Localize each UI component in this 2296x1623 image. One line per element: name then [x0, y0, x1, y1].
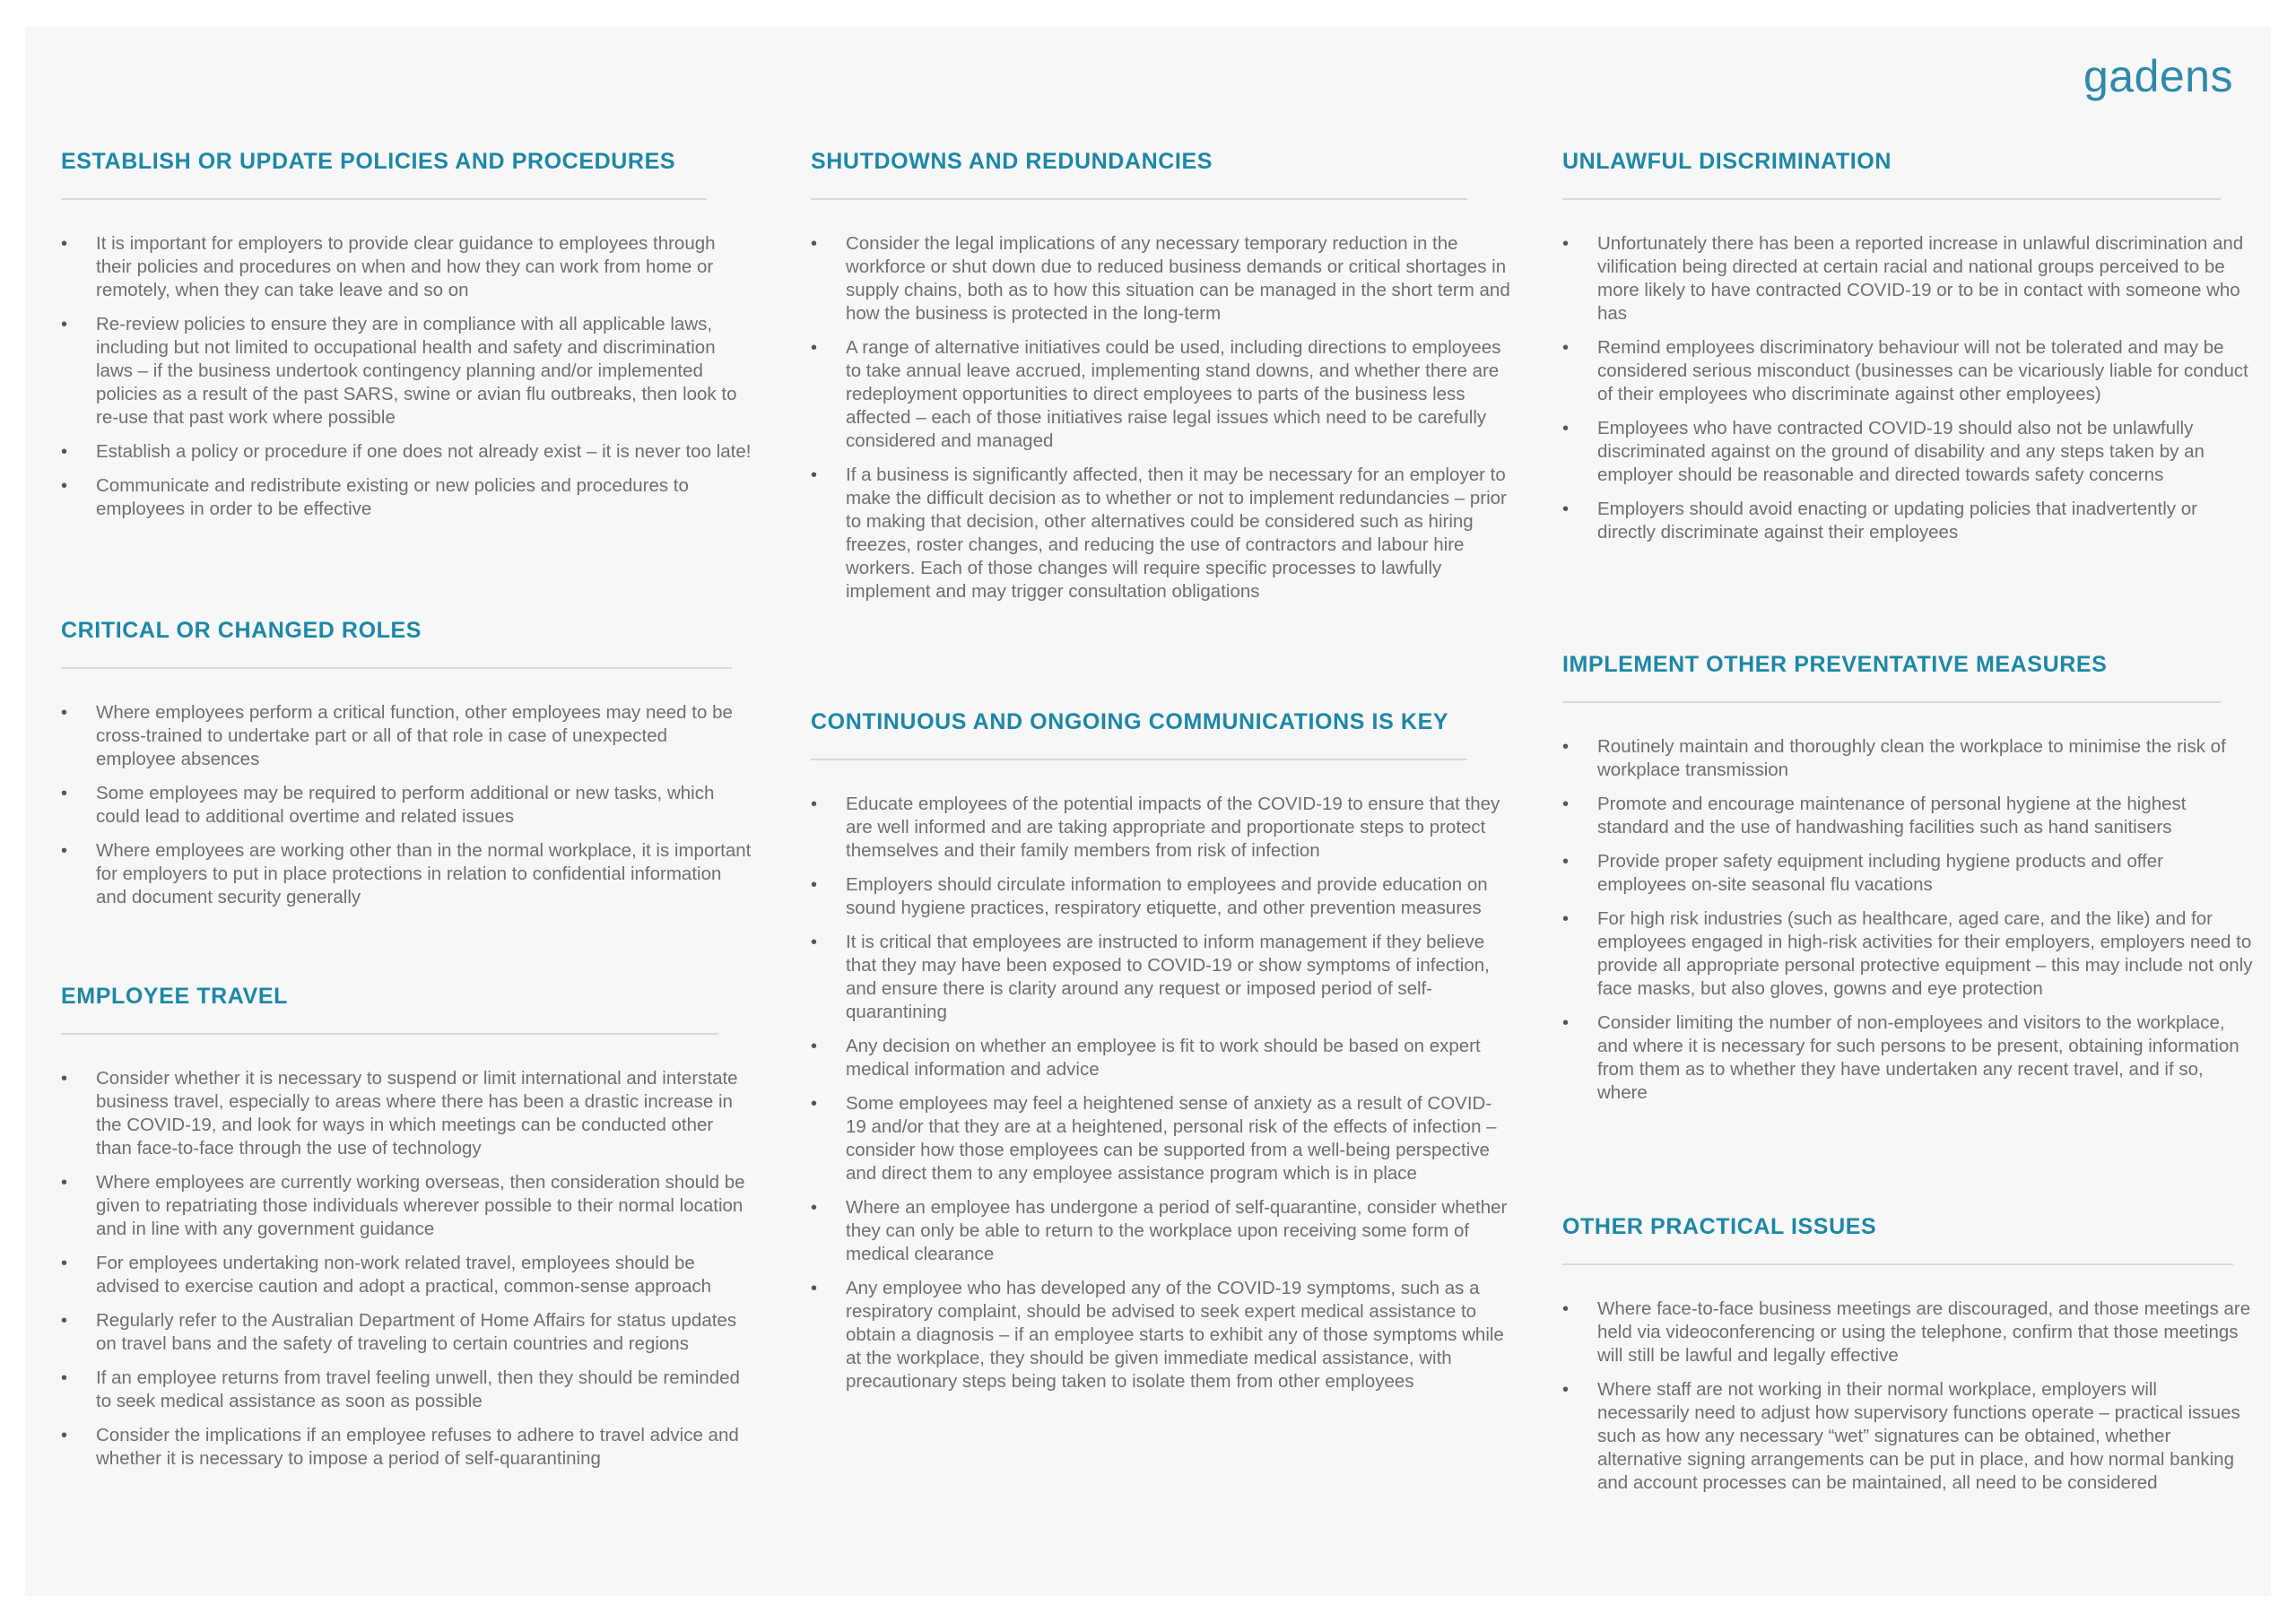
list-item: • Promote and encourage maintenance of personal hygiene at the highest standard and the use of handwashing facilities such as hand sanitisers — [1562, 794, 2187, 838]
section-heading: ESTABLISH OR UPDATE POLICIES AND PROCEDURES — [61, 149, 676, 174]
list-item: • Routinely maintain and thoroughly clean the workplace to minimise the risk of workplace transmission — [1562, 736, 2226, 780]
section-divider — [61, 198, 707, 200]
list-item: • If an employee returns from travel feeling unwell, then they should be reminded to seek medical assistance as soon as possible — [61, 1367, 740, 1411]
list-item: • Regularly refer to the Australian Department of Home Affairs for status updates on travel bans and the safety of traveling to certain countries and regions — [61, 1310, 737, 1354]
list-item: • Employers should circulate information to employees and provide education on sound hygiene practices, respiratory etiquette, and other prevention measures — [811, 874, 1488, 918]
section-heading: OTHER PRACTICAL ISSUES — [1562, 1214, 1877, 1239]
gadens-logo: gadens — [2083, 51, 2233, 101]
bullet-icon: • — [1562, 1013, 1570, 1033]
bullet-icon: • — [61, 784, 68, 803]
list-item: • Any decision on whether an employee is fit to work should be based on expert medical information and advice — [811, 1036, 1481, 1080]
bullet-icon: • — [811, 794, 818, 814]
list-item: • Where employees are currently working overseas, then consideration should be given to repatriating those individuals wherever possible to their normal location and in line with any government guidance — [61, 1172, 745, 1239]
list-item: • Provide proper safety equipment including hygiene products and offer employees on-site seasonal flu vacations — [1562, 851, 2163, 895]
bullet-icon: • — [1562, 338, 1570, 358]
section-divider — [1562, 198, 2221, 200]
bullet-icon: • — [61, 1368, 68, 1388]
bullet-list — [811, 793, 1510, 1393]
section-critical-roles — [61, 617, 752, 920]
bullet-icon: • — [61, 841, 68, 861]
bullet-list — [61, 701, 752, 909]
list-item: • Consider limiting the number of non-employees and visitors to the workplace, and where it is necessary for such persons to be present, obtaining information from them as to whether they have undertaken any recent travel, and if so, where — [1562, 1012, 2239, 1103]
list-item: • Consider the implications if an employee refuses to adhere to travel advice and whether it is necessary to impose a period of self-quarantining — [61, 1425, 739, 1469]
bullet-icon: • — [811, 338, 818, 358]
section-policies — [61, 148, 752, 532]
section-employee-travel — [61, 983, 752, 1481]
section-heading: EMPLOYEE TRAVEL — [61, 984, 289, 1009]
list-item: • Where an employee has undergone a period of self-quarantine, consider whether they can only be able to return to the workplace upon receiving some form of medical clearance — [811, 1197, 1508, 1264]
bullet-icon: • — [1562, 852, 1570, 872]
section-divider — [1562, 701, 2221, 703]
list-item: • Where staff are not working in their normal workplace, employers will necessarily need to adjust how supervisory functions operate – practical issues such as how any necessary “wet” signatures can be obtained, whether alternative signing arrangements can be put in place, and how normal banking and account processes can be maintained, all need to be considered — [1562, 1379, 2240, 1493]
list-item: • It is critical that employees are instructed to inform management if they believe that they may have been exposed to COVID-19 or show symptoms of infection, and ensure there is clarity around any request or imposed period of self-quarantining — [811, 932, 1490, 1022]
bullet-icon: • — [61, 315, 68, 334]
bullet-icon: • — [1562, 909, 1570, 929]
section-divider — [61, 1033, 718, 1035]
bullet-list — [1562, 232, 2253, 544]
list-item: • Where employees are working other than in the normal workplace, it is important for employers to put in place protections in relation to confidential information and document security generally — [61, 840, 752, 907]
bullet-icon: • — [61, 1254, 68, 1273]
section-divider — [811, 198, 1467, 200]
list-item: • Remind employees discriminatory behaviour will not be tolerated and may be considered serious misconduct (businesses can be vicariously liable for conduct of their employees who discriminate against other employees) — [1562, 337, 2248, 404]
bullet-icon: • — [61, 476, 68, 496]
bullet-icon: • — [1562, 737, 1570, 757]
section-heading: SHUTDOWNS AND REDUNDANCIES — [811, 149, 1213, 174]
list-item: • Employees who have contracted COVID-19 should also not be unlawfully discriminated against on the ground of disability and any steps taken by an employer should be reasonable and directed towards safety concerns — [1562, 418, 2205, 485]
section-preventative — [1562, 651, 2253, 1115]
list-item: • Communicate and redistribute existing or new policies and procedures to employees in order to be effective — [61, 475, 689, 519]
section-divider — [811, 759, 1467, 760]
list-item: • Unfortunately there has been a reported increase in unlawful discrimination and vilification being directed at certain racial and national groups perceived to be more likely to have contracted COVID-19 or to be in contact with someone who has — [1562, 233, 2244, 324]
bullet-icon: • — [1562, 234, 1570, 254]
list-item: • Where face-to-face business meetings are discouraged, and those meetings are held via videoconferencing or using the telephone, confirm that those meetings will still be lawful and legally effective — [1562, 1298, 2251, 1366]
section-heading: CRITICAL OR CHANGED ROLES — [61, 618, 422, 643]
list-item: • Some employees may be required to perform additional or new tasks, which could lead to additional overtime and related issues — [61, 783, 715, 827]
bullet-icon: • — [61, 1311, 68, 1331]
list-item: • Employers should avoid enacting or updating policies that inadvertently or directly discriminate against their employees — [1562, 499, 2197, 542]
section-practical-issues — [1562, 1213, 2253, 1506]
bullet-icon: • — [61, 442, 68, 462]
list-item: • Consider the legal implications of any necessary temporary reduction in the workforce or shut down due to reduced business demands or critical shortages in supply chains, both as to how this situation can be managed in the short term and how the business is protected in the long-term — [811, 233, 1510, 324]
bullet-list — [1562, 735, 2253, 1105]
list-item: • Establish a policy or procedure if one does not already exist – it is never too late! — [61, 441, 752, 462]
list-item: • Re-review policies to ensure they are in compliance with all applicable laws, including but not limited to occupational health and safety and discrimination laws – if the business undertook contingency planning and/or implemented policies as a result of the past SARS, swine or avian flu outbreaks, then look to re-use that past work where possible — [61, 314, 737, 428]
list-item: • Where employees perform a critical function, other employees may need to be cross-trained to undertake part or all of that role in case of unexpected employee absences — [61, 702, 733, 769]
bullet-icon: • — [811, 1094, 818, 1114]
bullet-icon: • — [811, 465, 818, 485]
section-communications — [811, 708, 1510, 1404]
list-item: • A range of alternative initiatives could be used, including directions to employees to take annual leave accrued, implementing stand downs, and whether there are redeployment opportunities to direct employees to parts of the business less affected – each of those initiatives raise legal issues which need to be carefully considered and managed — [811, 337, 1501, 451]
bullet-icon: • — [1562, 1299, 1570, 1319]
bullet-icon: • — [61, 703, 68, 723]
section-heading: CONTINUOUS AND ONGOING COMMUNICATIONS IS KEY — [811, 709, 1449, 734]
bullet-icon: • — [1562, 499, 1570, 519]
bullet-icon: • — [811, 933, 818, 952]
list-item: • Some employees may feel a heightened sense of anxiety as a result of COVID-19 and/or that they are at a heightened, personal risk of the effects of infection – consider how those employees can be supported from a well-being perspective and direct them to any employee assistance program which is in place — [811, 1093, 1497, 1184]
bullet-icon: • — [61, 1173, 68, 1193]
section-heading: IMPLEMENT OTHER PREVENTATIVE MEASURES — [1562, 652, 2108, 677]
bullet-icon: • — [811, 234, 818, 254]
list-item: • It is important for employers to provide clear guidance to employees through their policies and procedures on when and how they can work from home or remotely, when they can take leave and so on — [61, 233, 716, 300]
bullet-icon: • — [61, 234, 68, 254]
bullet-icon: • — [811, 1279, 818, 1298]
section-discrimination — [1562, 148, 2253, 555]
bullet-icon: • — [1562, 419, 1570, 438]
bullet-icon: • — [61, 1426, 68, 1445]
section-heading: UNLAWFUL DISCRIMINATION — [1562, 149, 1892, 174]
section-divider — [61, 667, 732, 669]
bullet-list — [1562, 1298, 2253, 1495]
bullet-list — [61, 1067, 752, 1471]
list-item: • If a business is significantly affected, then it may be necessary for an employer to make the difficult decision as to whether or not to implement redundancies – prior to making that decision, other alternatives could be considered such as hiring freezes, roster changes, and reducing the use of contractors and labour hire workers. Each of those changes will require specific processes to lawfully implement and may trigger consultation obligations — [811, 464, 1507, 602]
bullet-icon: • — [811, 875, 818, 895]
bullet-icon: • — [811, 1198, 818, 1218]
bullet-icon: • — [61, 1069, 68, 1089]
list-item: • Consider whether it is necessary to suspend or limit international and interstate business travel, especially to areas where there has been a drastic increase in the COVID-19, and look for ways in which meetings can be conducted other than face-to-face through the use of technology — [61, 1068, 738, 1159]
list-item: • For high risk industries (such as healthcare, aged care, and the like) and for employees engaged in high-risk activities for their employers, employers need to provide all appropriate personal protective equipment – this may include not only face masks, but also gloves, gowns and eye protection — [1562, 908, 2253, 999]
section-divider — [1562, 1263, 2233, 1265]
section-shutdowns — [811, 148, 1510, 614]
bullet-icon: • — [811, 1037, 818, 1056]
list-item: • Educate employees of the potential impacts of the COVID-19 to ensure that they are well informed and are taking appropriate and proportionate steps to protect themselves and their family members from risk of infection — [811, 794, 1500, 861]
bullet-list — [61, 232, 752, 521]
list-item: • For employees undertaking non-work related travel, employees should be advised to exercise caution and adopt a practical, common-sense approach — [61, 1253, 712, 1297]
document-page — [25, 27, 2271, 1596]
bullet-icon: • — [1562, 794, 1570, 814]
list-item: • Any employee who has developed any of the COVID-19 symptoms, such as a respiratory complaint, should be advised to seek expert medical assistance to obtain a diagnosis – if an employee starts to exhibit any of those symptoms while at the workplace, they should be given immediate medical assistance, with precautionary steps being taken to isolate them from other employees — [811, 1278, 1504, 1392]
bullet-list — [811, 232, 1510, 603]
bullet-icon: • — [1562, 1380, 1570, 1400]
